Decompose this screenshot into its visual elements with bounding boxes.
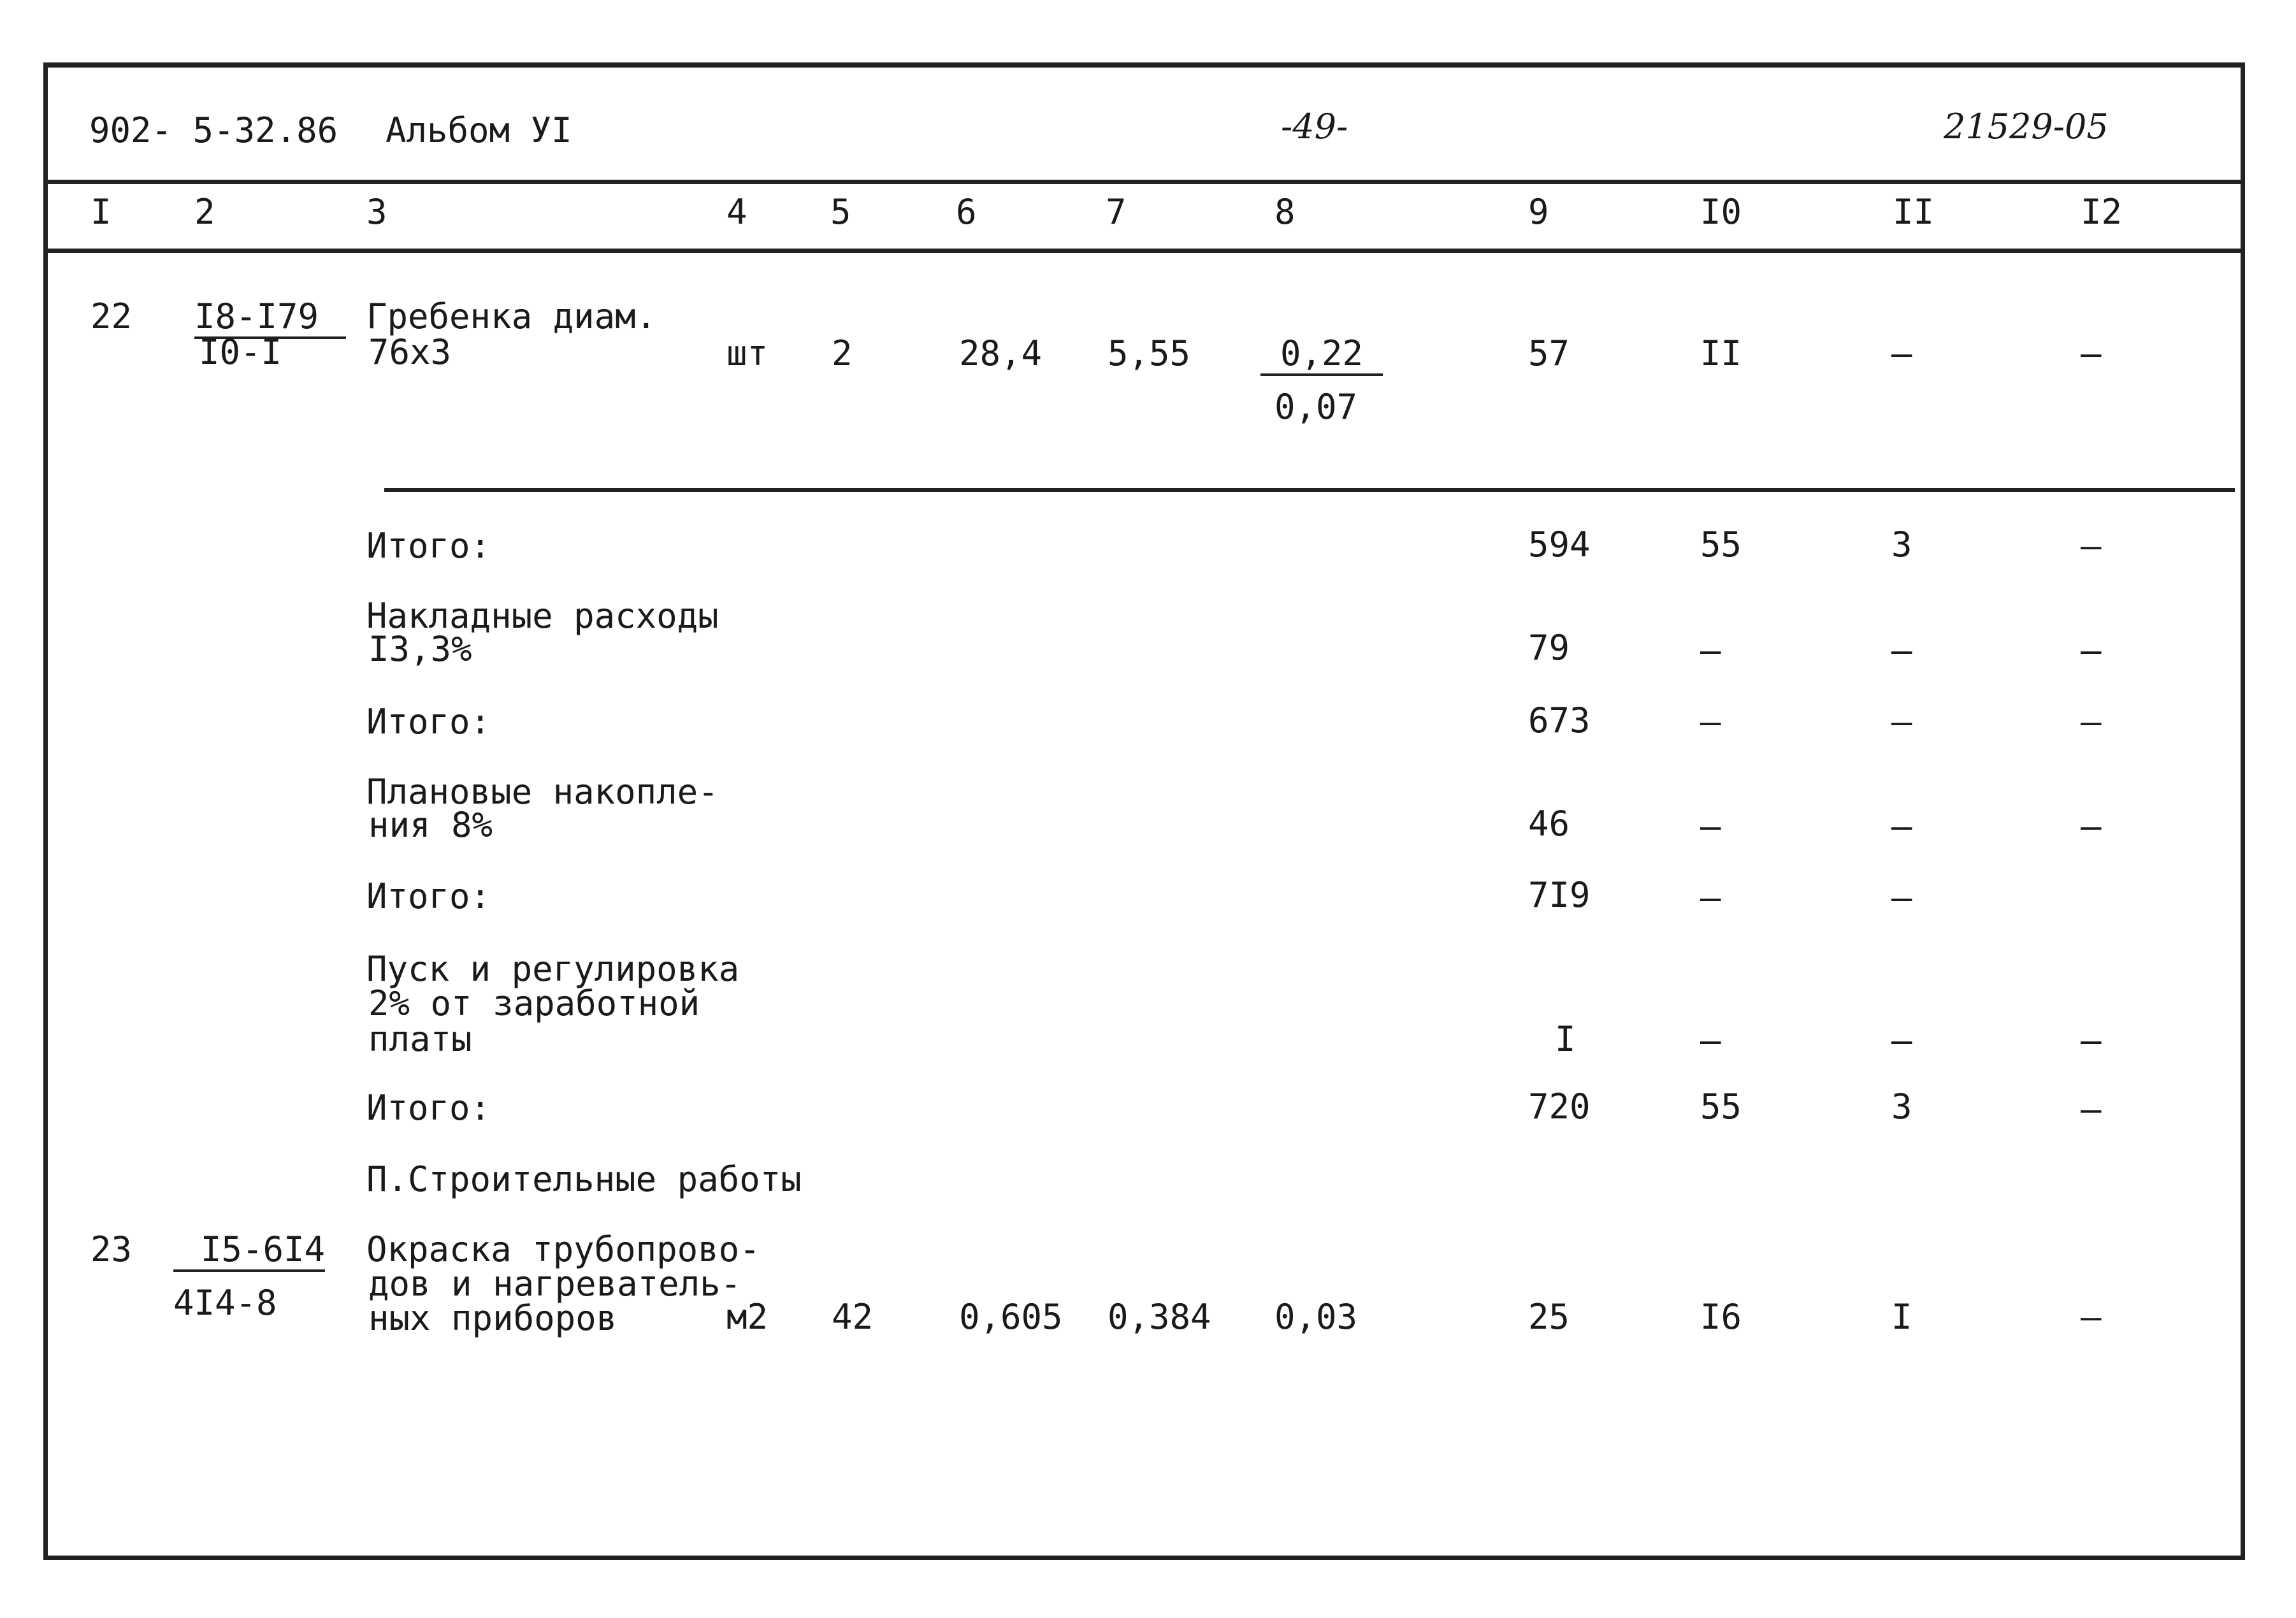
- overhead-col10: –: [1700, 630, 1721, 670]
- column-header-rule: [48, 249, 2241, 253]
- itogo-2-col10: –: [1700, 702, 1721, 742]
- startup-col9: I: [1555, 1019, 1576, 1059]
- row-23-name-line3: ных приборов: [368, 1298, 617, 1338]
- col-5: 5: [830, 192, 851, 232]
- row-22-col8-top: 0,22: [1260, 336, 1383, 376]
- row-23-name-line1: Окраска трубопрово-: [366, 1229, 760, 1269]
- col-3: 3: [366, 192, 387, 232]
- planned-savings-col10: –: [1700, 806, 1721, 846]
- section-heading: П.Строительные работы: [366, 1159, 802, 1199]
- itogo-4-col11: 3: [1891, 1087, 1912, 1127]
- planned-savings-label-line2: ния 8%: [368, 805, 493, 845]
- planned-savings-col11: –: [1891, 806, 1912, 846]
- planned-savings-label-line1: Плановые накопле-: [366, 772, 719, 812]
- itogo-1-label: Итого:: [366, 526, 491, 566]
- row-22-number: 22: [90, 296, 133, 336]
- startup-label-line3: платы: [368, 1019, 472, 1059]
- col-10: I0: [1700, 192, 1742, 232]
- itogo-2-col9: 673: [1528, 700, 1591, 740]
- row-23-code-bottom: 4I4-8: [173, 1283, 277, 1323]
- itogo-2-col11: –: [1891, 702, 1912, 742]
- itogo-1-col10: 55: [1700, 524, 1742, 565]
- itogo-4-col9: 720: [1528, 1087, 1591, 1127]
- col-12: I2: [2081, 192, 2123, 232]
- col-2: 2: [194, 192, 215, 232]
- startup-col12: –: [2081, 1020, 2102, 1060]
- album-label: Альбом УI: [386, 110, 572, 150]
- row-23-col8: 0,03: [1274, 1297, 1358, 1337]
- row-23-qty: 42: [832, 1297, 874, 1337]
- row-22-qty: 2: [832, 333, 853, 373]
- row-22-code-bottom: I0-I: [199, 332, 282, 372]
- overhead-col9: 79: [1528, 628, 1570, 668]
- document-number: 21529-05: [1944, 106, 2109, 147]
- row-23-col7: 0,384: [1108, 1297, 1211, 1337]
- row-22-unit: шт: [726, 333, 769, 373]
- row-23-unit: м2: [726, 1297, 769, 1337]
- planned-savings-col9: 46: [1528, 804, 1570, 844]
- doc-code: 902- 5-32.86: [89, 110, 338, 150]
- startup-label-line1: Пуск и регулировка: [366, 949, 740, 989]
- itogo-1-col11: 3: [1891, 524, 1912, 565]
- itogo-1-col9: 594: [1528, 524, 1591, 565]
- startup-label-line2: 2% от заработной: [368, 983, 700, 1023]
- itogo-3-col11: –: [1891, 878, 1912, 918]
- row-23-number: 23: [90, 1229, 133, 1269]
- row-23-col11: I: [1891, 1297, 1912, 1337]
- subtotal-rule: [384, 488, 2235, 492]
- overhead-col12: –: [2081, 630, 2102, 670]
- overhead-label-line1: Накладные расходы: [366, 596, 719, 636]
- startup-col10: –: [1700, 1020, 1721, 1060]
- row-23-name-line2: дов и нагреватель-: [368, 1264, 742, 1304]
- overhead-col11: –: [1891, 630, 1912, 670]
- col-7: 7: [1106, 192, 1127, 232]
- col-1: I: [90, 192, 112, 232]
- row-22-col7: 5,55: [1108, 333, 1191, 373]
- row-22-col9: 57: [1528, 333, 1570, 373]
- itogo-1-col12: –: [2081, 526, 2102, 566]
- row-22-col11: –: [1891, 333, 1912, 373]
- itogo-4-label: Итого:: [366, 1088, 491, 1128]
- startup-col11: –: [1891, 1020, 1912, 1060]
- row-23-col9: 25: [1528, 1297, 1570, 1337]
- row-23-col6: 0,605: [959, 1297, 1063, 1337]
- row-22-col12: –: [2081, 333, 2102, 373]
- row-23-col10: I6: [1700, 1297, 1742, 1337]
- overhead-label-line2: I3,3%: [368, 629, 472, 669]
- row-23-code-top: I5-6I4: [173, 1232, 325, 1272]
- row-22-name-line2: 76х3: [368, 332, 452, 372]
- itogo-4-col10: 55: [1700, 1087, 1742, 1127]
- itogo-4-col12: –: [2081, 1089, 2102, 1129]
- planned-savings-col12: –: [2081, 806, 2102, 846]
- itogo-3-col9: 7I9: [1528, 875, 1591, 915]
- row-22-name-line1: Гребенка диам.: [366, 296, 657, 336]
- header-rule: [48, 180, 2241, 184]
- col-8: 8: [1274, 192, 1296, 232]
- row-22-col10: II: [1700, 333, 1742, 373]
- row-23-col12: –: [2081, 1297, 2102, 1337]
- col-11: II: [1893, 192, 1935, 232]
- row-22-code-top: I8-I79: [194, 300, 346, 339]
- col-6: 6: [956, 192, 977, 232]
- itogo-2-label: Итого:: [366, 702, 491, 742]
- row-22-col6: 28,4: [959, 333, 1043, 373]
- itogo-3-label: Итого:: [366, 876, 491, 916]
- col-4: 4: [726, 192, 747, 232]
- col-9: 9: [1528, 192, 1549, 232]
- row-22-col8-bottom: 0,07: [1274, 387, 1358, 427]
- page-number: -49-: [1281, 106, 1348, 147]
- itogo-2-col12: –: [2081, 702, 2102, 742]
- itogo-3-col10: –: [1700, 878, 1721, 918]
